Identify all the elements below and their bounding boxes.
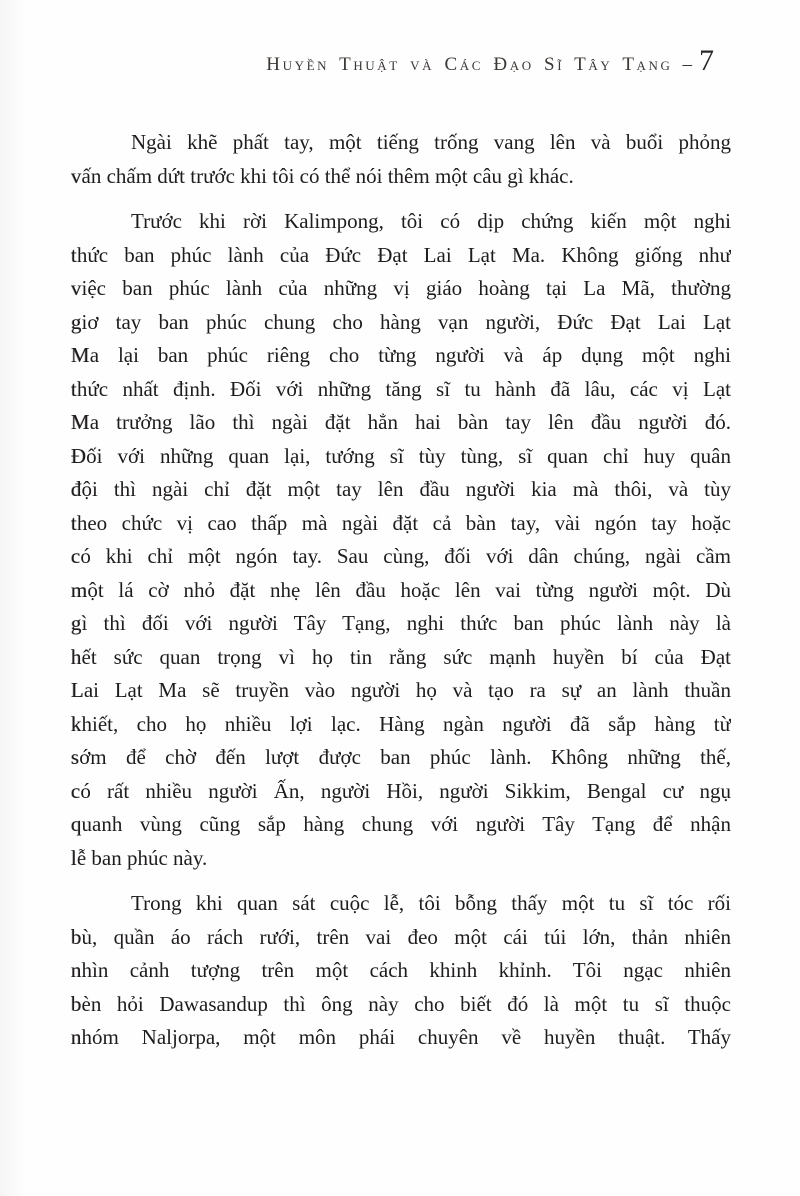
paragraph bbox=[71, 205, 731, 875]
text-line: khiết, cho họ nhiều lợi lạc. Hàng ngàn người đã sắp hàng từ bbox=[71, 711, 731, 736]
text-line: đội thì ngài chỉ đặt một tay lên đầu người kia mà thôi, và tùy bbox=[71, 477, 731, 501]
text-line: quanh vùng cũng sắp hàng chung với người Tây Tạng để nhận bbox=[71, 812, 731, 836]
text-line: Ma lại ban phúc riêng cho từng người và áp dụng một nghi bbox=[71, 343, 731, 367]
text-line: gì thì đối với người Tây Tạng, nghi thức ban phúc lành này là bbox=[71, 611, 731, 635]
text-line: giơ tay ban phúc chung cho hàng vạn người, Đức Đạt Lai Lạt bbox=[71, 309, 731, 334]
text-line: bèn hỏi Dawasandup thì ông này cho biết đó là một tu sĩ thuộc bbox=[71, 991, 731, 1016]
text-line: thức nhất định. Đối với những tăng sĩ tu hành đã lâu, các vị Lạt bbox=[71, 376, 731, 401]
text-line: theo chức vị cao thấp mà ngài đặt cả bàn tay, vài ngón tay hoặc bbox=[71, 510, 731, 535]
text-line: một lá cờ nhỏ đặt nhẹ lên đầu hoặc lên vai từng người một. Dù bbox=[71, 577, 731, 602]
text-line: Ngài khẽ phất tay, một tiếng trống vang lên và buổi phỏng bbox=[131, 130, 731, 154]
header-separator: – bbox=[682, 54, 692, 75]
text-line: có rất nhiều người Ấn, người Hồi, người Sikkim, Bengal cư ngụ bbox=[71, 778, 731, 803]
text-line: Trong khi quan sát cuộc lễ, tôi bỗng thấy một tu sĩ tóc rối bbox=[131, 891, 731, 915]
page-body bbox=[71, 126, 731, 1055]
text-line: nhìn cảnh tượng trên một cách khinh khỉnh. Tôi ngạc nhiên bbox=[71, 958, 731, 982]
text-line: hết sức quan trọng vì họ tin rằng sức mạnh huyền bí của Đạt bbox=[71, 644, 731, 669]
text-line: lễ ban phúc này. bbox=[71, 845, 208, 870]
text-line: Ma trưởng lão thì ngài đặt hẳn hai bàn tay lên đầu người đó. bbox=[71, 410, 731, 434]
text-line: việc ban phúc lành của những vị giáo hoàng tại La Mã, thường bbox=[71, 276, 731, 300]
text-line: bù, quần áo rách rưới, trên vai đeo một cái túi lớn, thản nhiên bbox=[71, 924, 731, 949]
text-line: Đối với những quan lại, tướng sĩ tùy tùng, sĩ quan chỉ huy quân bbox=[71, 443, 731, 468]
text-line: Trước khi rời Kalimpong, tôi có dịp chứng kiến một nghi bbox=[131, 209, 731, 233]
text-line: sớm để chờ đến lượt được ban phúc lành. Không những thế, bbox=[71, 745, 731, 769]
page-header bbox=[70, 44, 714, 78]
paragraph bbox=[71, 126, 731, 193]
text-line: có khi chỉ một ngón tay. Sau cùng, đối với dân chúng, ngài cầm bbox=[71, 544, 731, 568]
text-line: nhóm Naljorpa, một môn phái chuyên về huyền thuật. Thấy bbox=[71, 1025, 731, 1049]
scan-gutter-shade bbox=[0, 0, 26, 1196]
text-line: vấn chấm dứt trước khi tôi có thể nói thêm một câu gì khác. bbox=[71, 163, 574, 188]
text-line: thức ban phúc lành của Đức Đạt Lai Lạt Ma. Không giống như bbox=[71, 242, 731, 267]
paragraph bbox=[71, 887, 731, 1055]
page-number: 7 bbox=[699, 44, 714, 77]
running-title: Huyền Thuật và Các Đạo Sĩ Tây Tạng bbox=[266, 54, 673, 75]
text-line: Lai Lạt Ma sẽ truyền vào người họ và tạo ra sự an lành thuần bbox=[71, 678, 731, 702]
